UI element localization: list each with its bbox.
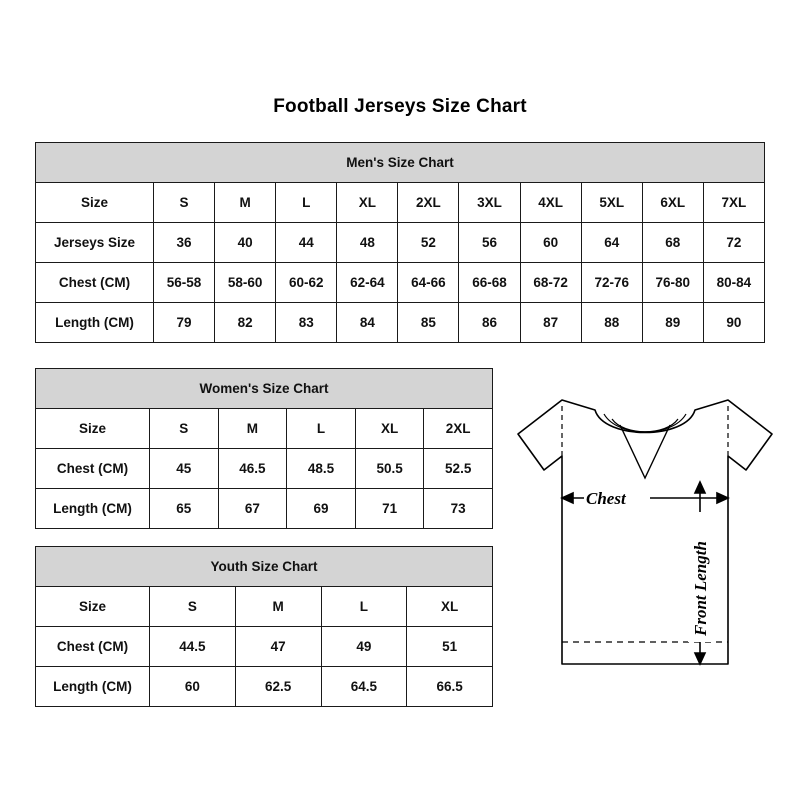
jersey-measurement-diagram bbox=[500, 392, 790, 692]
value-cell: 48.5 bbox=[287, 449, 356, 489]
row-label: Chest (CM) bbox=[36, 627, 150, 667]
size-cell: 5XL bbox=[581, 183, 642, 223]
value-cell: 85 bbox=[398, 303, 459, 343]
womens-table-body bbox=[36, 369, 493, 529]
value-cell: 58-60 bbox=[215, 263, 276, 303]
value-cell: 52 bbox=[398, 223, 459, 263]
value-cell: 87 bbox=[520, 303, 581, 343]
row-label: Length (CM) bbox=[36, 667, 150, 707]
value-cell: 64-66 bbox=[398, 263, 459, 303]
value-cell: 72-76 bbox=[581, 263, 642, 303]
value-cell: 72 bbox=[703, 223, 764, 263]
value-cell: 86 bbox=[459, 303, 520, 343]
size-cell: L bbox=[321, 587, 407, 627]
value-cell: 45 bbox=[150, 449, 219, 489]
size-cell: M bbox=[235, 587, 321, 627]
size-cell: S bbox=[154, 183, 215, 223]
size-cell: 4XL bbox=[520, 183, 581, 223]
value-cell: 40 bbox=[215, 223, 276, 263]
table-header-row bbox=[36, 143, 765, 183]
value-cell: 79 bbox=[154, 303, 215, 343]
value-cell: 60-62 bbox=[276, 263, 337, 303]
row-label: Size bbox=[36, 183, 154, 223]
value-cell: 73 bbox=[424, 489, 493, 529]
size-cell: 6XL bbox=[642, 183, 703, 223]
value-cell: 47 bbox=[235, 627, 321, 667]
table-row bbox=[36, 223, 765, 263]
value-cell: 60 bbox=[520, 223, 581, 263]
size-cell: XL bbox=[407, 587, 493, 627]
size-cell: L bbox=[276, 183, 337, 223]
womens-table-title: Women's Size Chart bbox=[36, 369, 493, 409]
size-cell: 7XL bbox=[703, 183, 764, 223]
value-cell: 64.5 bbox=[321, 667, 407, 707]
size-cell: M bbox=[218, 409, 287, 449]
value-cell: 49 bbox=[321, 627, 407, 667]
collar-lines bbox=[604, 414, 686, 432]
youth-table-title: Youth Size Chart bbox=[36, 547, 493, 587]
mens-size-table bbox=[35, 142, 765, 343]
value-cell: 60 bbox=[150, 667, 236, 707]
row-label: Length (CM) bbox=[36, 303, 154, 343]
value-cell: 56 bbox=[459, 223, 520, 263]
row-label: Chest (CM) bbox=[36, 263, 154, 303]
value-cell: 66-68 bbox=[459, 263, 520, 303]
size-cell: 2XL bbox=[424, 409, 493, 449]
value-cell: 83 bbox=[276, 303, 337, 343]
chest-measure-label: Chest bbox=[586, 489, 626, 508]
table-row bbox=[36, 667, 493, 707]
value-cell: 71 bbox=[355, 489, 424, 529]
size-cell: XL bbox=[337, 183, 398, 223]
value-cell: 66.5 bbox=[407, 667, 493, 707]
value-cell: 44.5 bbox=[150, 627, 236, 667]
row-label: Chest (CM) bbox=[36, 449, 150, 489]
mens-table-body bbox=[36, 143, 765, 343]
value-cell: 69 bbox=[287, 489, 356, 529]
row-label: Size bbox=[36, 409, 150, 449]
row-label: Jerseys Size bbox=[36, 223, 154, 263]
size-cell: S bbox=[150, 587, 236, 627]
jersey-outline bbox=[518, 400, 772, 664]
value-cell: 68 bbox=[642, 223, 703, 263]
size-cell: M bbox=[215, 183, 276, 223]
size-cell: 2XL bbox=[398, 183, 459, 223]
youth-size-chart-section bbox=[35, 546, 493, 707]
size-cell: S bbox=[150, 409, 219, 449]
value-cell: 88 bbox=[581, 303, 642, 343]
value-cell: 82 bbox=[215, 303, 276, 343]
table-header-row bbox=[36, 547, 493, 587]
row-label: Size bbox=[36, 587, 150, 627]
youth-size-table bbox=[35, 546, 493, 707]
table-row bbox=[36, 449, 493, 489]
value-cell: 48 bbox=[337, 223, 398, 263]
table-header-row bbox=[36, 369, 493, 409]
womens-size-table bbox=[35, 368, 493, 529]
value-cell: 89 bbox=[642, 303, 703, 343]
size-cell: 3XL bbox=[459, 183, 520, 223]
mens-table-title: Men's Size Chart bbox=[36, 143, 765, 183]
table-row bbox=[36, 627, 493, 667]
table-row bbox=[36, 587, 493, 627]
table-row bbox=[36, 183, 765, 223]
youth-table-body bbox=[36, 547, 493, 707]
page-title: Football Jerseys Size Chart bbox=[273, 96, 527, 117]
row-label: Length (CM) bbox=[36, 489, 150, 529]
value-cell: 44 bbox=[276, 223, 337, 263]
value-cell: 68-72 bbox=[520, 263, 581, 303]
value-cell: 62-64 bbox=[337, 263, 398, 303]
table-row bbox=[36, 303, 765, 343]
value-cell: 65 bbox=[150, 489, 219, 529]
value-cell: 67 bbox=[218, 489, 287, 529]
value-cell: 36 bbox=[154, 223, 215, 263]
value-cell: 62.5 bbox=[235, 667, 321, 707]
size-cell: L bbox=[287, 409, 356, 449]
size-cell: XL bbox=[355, 409, 424, 449]
sleeve-seam-dashed bbox=[562, 406, 728, 456]
value-cell: 51 bbox=[407, 627, 493, 667]
front-length-measure-label: Front Length bbox=[691, 541, 710, 636]
value-cell: 84 bbox=[337, 303, 398, 343]
value-cell: 52.5 bbox=[424, 449, 493, 489]
mens-size-chart-section bbox=[35, 142, 765, 343]
value-cell: 80-84 bbox=[703, 263, 764, 303]
value-cell: 50.5 bbox=[355, 449, 424, 489]
value-cell: 56-58 bbox=[154, 263, 215, 303]
value-cell: 90 bbox=[703, 303, 764, 343]
value-cell: 76-80 bbox=[642, 263, 703, 303]
value-cell: 64 bbox=[581, 223, 642, 263]
table-row bbox=[36, 263, 765, 303]
value-cell: 46.5 bbox=[218, 449, 287, 489]
womens-size-chart-section bbox=[35, 368, 493, 529]
table-row bbox=[36, 489, 493, 529]
table-row bbox=[36, 409, 493, 449]
